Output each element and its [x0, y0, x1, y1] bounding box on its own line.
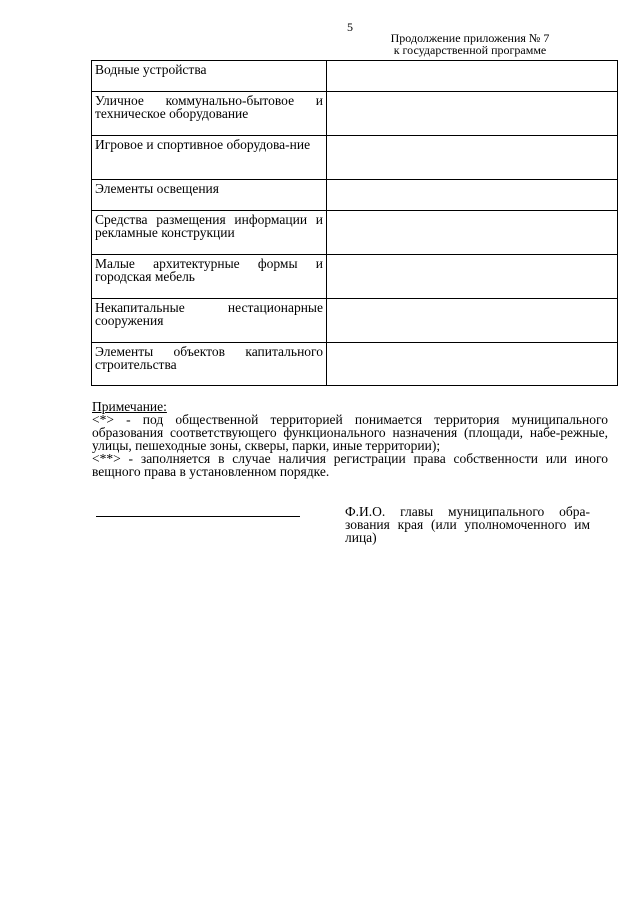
row-value — [327, 92, 618, 136]
row-value — [327, 61, 618, 92]
row-value — [327, 211, 618, 255]
header-note-line: к государственной программе — [393, 43, 547, 57]
elements-table — [91, 60, 618, 386]
header-note-line: Продолжение приложения № 7 — [390, 31, 550, 45]
table-row — [92, 61, 618, 92]
table-row — [92, 255, 618, 299]
notes-title: Примечание: — [92, 399, 167, 414]
table-row — [92, 343, 618, 386]
row-value — [327, 255, 618, 299]
row-value — [327, 180, 618, 211]
note-item: <*> - под общественной территорией понимается территория муниципального образования соответствующего функционального назначения (площади, набе-режные, улицы, пешеходные зоны, скверы, парки, иные территории); — [92, 412, 608, 453]
row-label: Игровое и спортивное оборудова-ние — [92, 136, 327, 180]
row-label: Элементы объектов капитального строительства — [92, 343, 327, 386]
signature-line — [96, 516, 300, 517]
row-label: Некапитальные нестационарные сооружения — [92, 299, 327, 343]
table-row — [92, 211, 618, 255]
row-value — [327, 136, 618, 180]
row-label: Элементы освещения — [92, 180, 327, 211]
table-row — [92, 180, 618, 211]
row-label: Средства размещения информации и рекламные конструкции — [92, 211, 327, 255]
table-row — [92, 299, 618, 343]
notes-section — [92, 400, 608, 478]
table-row — [92, 92, 618, 136]
header-note — [360, 32, 580, 56]
row-value — [327, 343, 618, 386]
row-label: Уличное коммунально-бытовое и техническое оборудование — [92, 92, 327, 136]
page-number: 5 — [347, 20, 353, 34]
table-row — [92, 136, 618, 180]
row-label: Малые архитектурные формы и городская мебель — [92, 255, 327, 299]
signature-caption: Ф.И.О. главы муниципального обра-зования края (или уполномоченного им лица) — [345, 504, 590, 545]
row-label: Водные устройства — [92, 61, 327, 92]
note-item: <**> - заполняется в случае наличия регистрации права собственности или иного вещного права в установленном порядке. — [92, 451, 608, 479]
row-value — [327, 299, 618, 343]
